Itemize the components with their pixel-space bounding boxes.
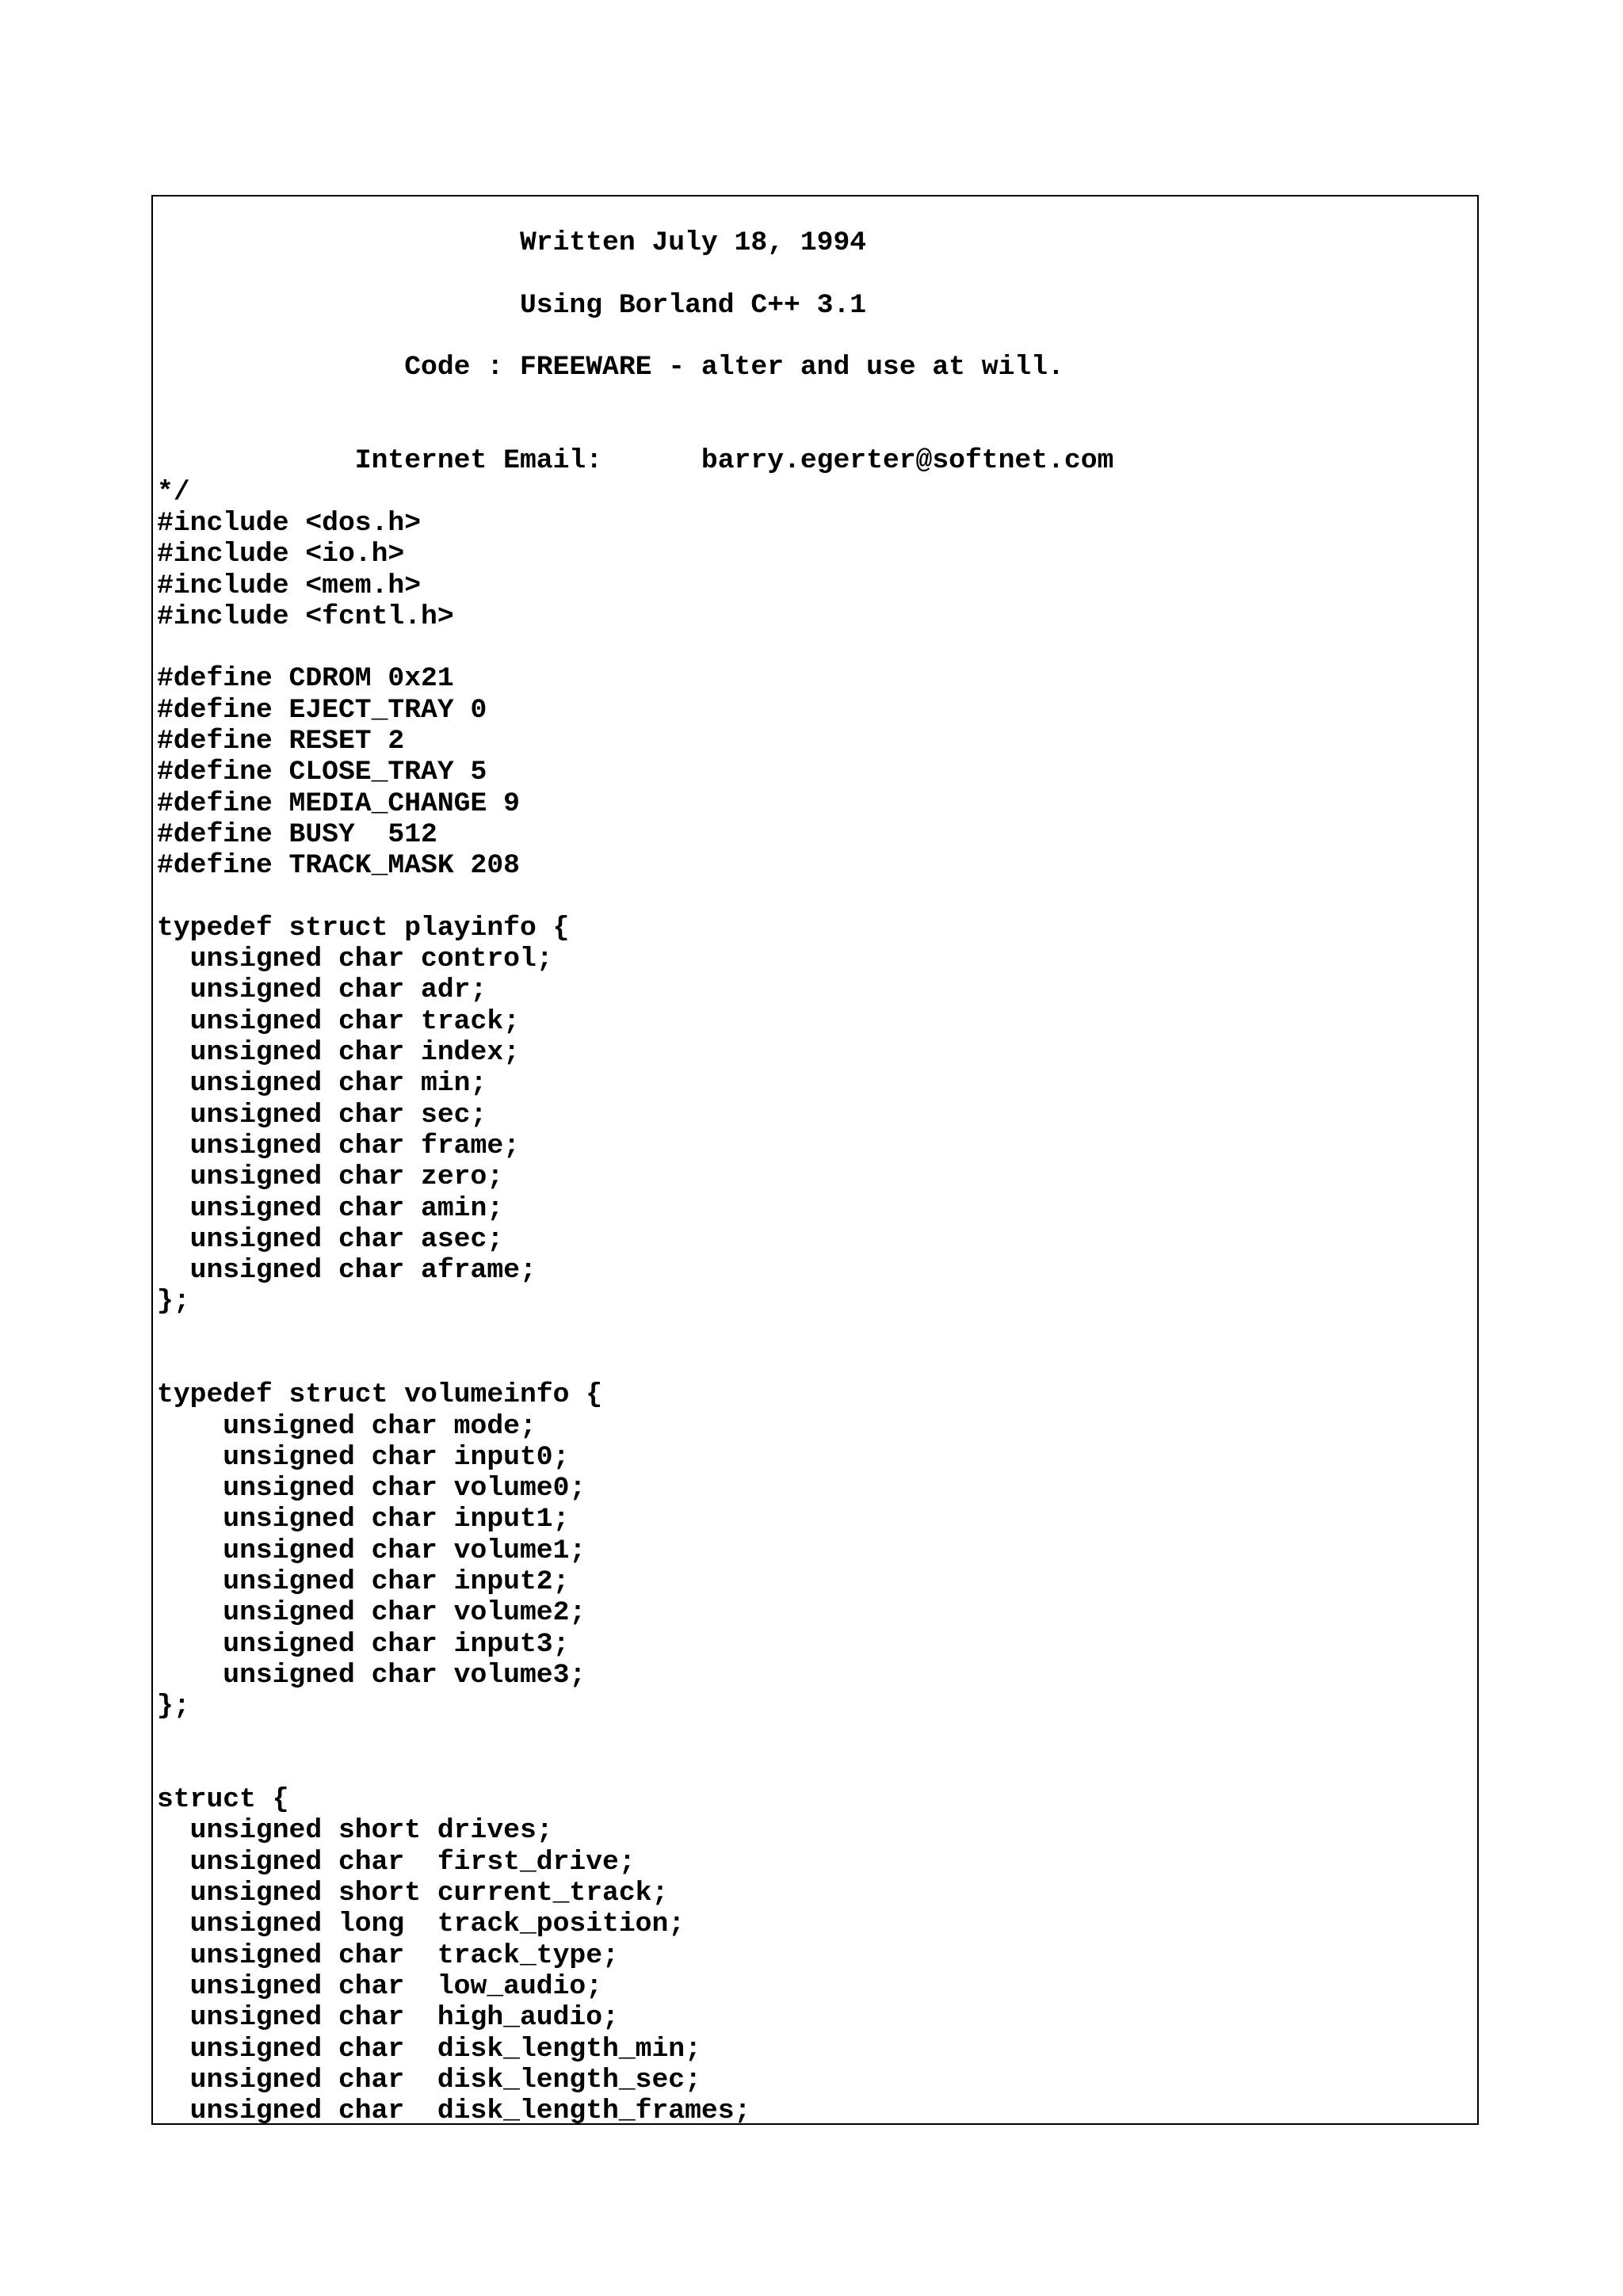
code-line: #include <io.h> (157, 539, 405, 570)
code-line: #define EJECT_TRAY 0 (157, 694, 487, 726)
code-line: unsigned long track_position; (157, 1909, 685, 1940)
code-line: unsigned char track_type; (157, 1939, 619, 1971)
code-line: typedef struct playinfo { (157, 912, 570, 944)
code-line: unsigned char high_audio; (157, 2002, 619, 2034)
code-line: unsigned char low_audio; (157, 1970, 603, 2002)
code-line: typedef struct volumeinfo { (157, 1379, 603, 1411)
code-line: unsigned char first_drive; (157, 1846, 636, 1878)
code-line (157, 882, 1113, 913)
code-listing (157, 196, 1113, 2125)
code-line (157, 321, 1113, 352)
code-line: unsigned char input0; (157, 1441, 570, 1473)
code-line: #define BUSY 512 (157, 818, 437, 850)
code-line: Internet Email: barry.egerter@softnet.com (157, 445, 1114, 477)
code-line (157, 1722, 1113, 1753)
code-line: unsigned char disk_length_frames; (157, 2096, 751, 2125)
code-line (157, 632, 1113, 663)
code-line: unsigned char disk_length_min; (157, 2033, 701, 2065)
code-line: Using Borland C++ 3.1 (157, 289, 867, 321)
code-line: unsigned char adr; (157, 974, 487, 1006)
code-line: Written July 18, 1994 (157, 227, 867, 259)
code-line: #include <dos.h> (157, 507, 422, 539)
code-line: unsigned char input2; (157, 1566, 570, 1598)
code-line: unsigned char index; (157, 1037, 520, 1069)
code-line: unsigned char mode; (157, 1410, 537, 1442)
code-line: unsigned char min; (157, 1068, 487, 1100)
code-line: unsigned short drives; (157, 1815, 553, 1847)
code-line: unsigned char track; (157, 1005, 520, 1037)
code-line: #define RESET 2 (157, 726, 405, 757)
code-line: unsigned char volume0; (157, 1473, 586, 1505)
code-line: unsigned char volume2; (157, 1597, 586, 1629)
code-line: #define MEDIA_CHANGE 9 (157, 788, 520, 819)
code-line: Code : FREEWARE - alter and use at will. (157, 352, 1064, 383)
code-line: unsigned char input3; (157, 1628, 570, 1660)
code-line (157, 1753, 1113, 1784)
code-line: unsigned char frame; (157, 1130, 520, 1161)
code-line: unsigned char zero; (157, 1161, 504, 1193)
code-line (157, 383, 1113, 414)
code-line: unsigned char aframe; (157, 1255, 537, 1287)
code-line (157, 414, 1113, 445)
code-line: unsigned char amin; (157, 1192, 504, 1224)
code-line: unsigned char volume1; (157, 1535, 586, 1566)
code-line: unsigned char disk_length_sec; (157, 2064, 701, 2096)
code-line: unsigned short current_track; (157, 1878, 669, 1909)
code-line: unsigned char volume3; (157, 1659, 586, 1691)
code-line (157, 1348, 1113, 1379)
code-line: }; (157, 1286, 190, 1318)
code-line: #define CDROM 0x21 (157, 663, 454, 695)
code-line: unsigned char sec; (157, 1099, 487, 1131)
code-line: #define TRACK_MASK 208 (157, 850, 520, 882)
code-line (157, 1318, 1113, 1348)
code-line: }; (157, 1691, 190, 1722)
code-line: #define CLOSE_TRAY 5 (157, 757, 487, 788)
code-line: */ (157, 476, 190, 508)
code-listing-frame (151, 195, 1479, 2125)
code-line: unsigned char input1; (157, 1504, 570, 1535)
code-line: #include <mem.h> (157, 570, 422, 601)
code-line: unsigned char control; (157, 944, 553, 975)
code-line (157, 259, 1113, 290)
code-line (157, 196, 1113, 227)
code-line: struct { (157, 1784, 289, 1816)
code-line: unsigned char asec; (157, 1223, 504, 1255)
code-line: #include <fcntl.h> (157, 601, 454, 632)
